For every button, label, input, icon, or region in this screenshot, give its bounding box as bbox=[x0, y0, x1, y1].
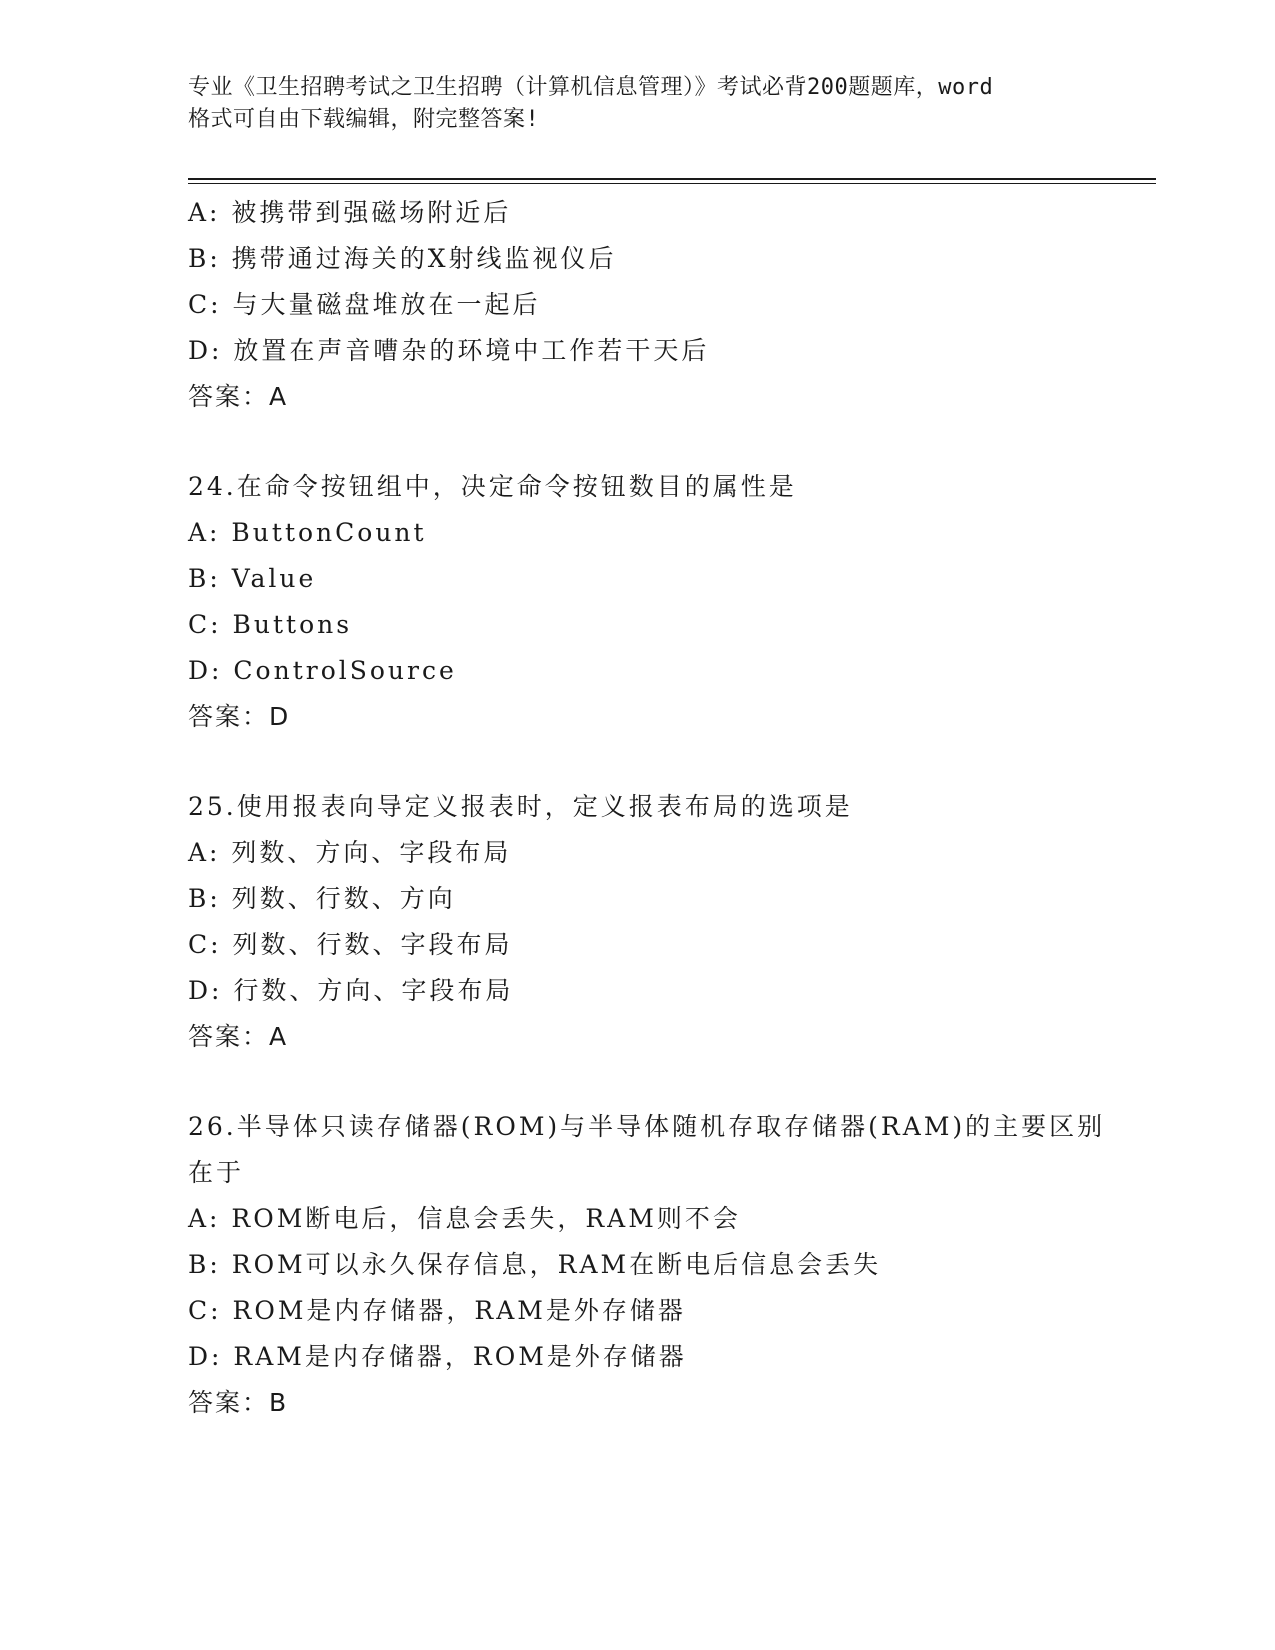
option-b: B: ROM可以永久保存信息，RAM在断电后信息会丢失 bbox=[188, 1250, 882, 1279]
question-text: 25.使用报表向导定义报表时，定义报表布局的选项是 bbox=[188, 792, 853, 821]
answer: 答案：B bbox=[188, 1388, 289, 1417]
answer: 答案：A bbox=[188, 382, 289, 411]
option-b: B: Value bbox=[188, 564, 317, 593]
answer: 答案：A bbox=[188, 1022, 289, 1051]
option-a: A: 列数、方向、字段布局 bbox=[188, 838, 512, 867]
question-list bbox=[188, 190, 1108, 1426]
header-rule-thin bbox=[188, 183, 1156, 184]
option-b: B: 携带通过海关的X射线监视仪后 bbox=[188, 244, 617, 273]
option-b: B: 列数、行数、方向 bbox=[188, 884, 456, 913]
option-c: C: ROM是内存储器，RAM是外存储器 bbox=[188, 1296, 686, 1325]
header-rule bbox=[188, 178, 1156, 180]
question-25 bbox=[188, 784, 1108, 1060]
document-header bbox=[188, 72, 1088, 136]
question-text: 24.在命令按钮组中，决定命令按钮数目的属性是 bbox=[188, 472, 797, 501]
question-text-line-1: 26.半导体只读存储器(ROM)与半导体随机存取存储器(RAM)的主要区别 bbox=[188, 1112, 1106, 1141]
option-d: D: RAM是内存储器，ROM是外存储器 bbox=[188, 1342, 687, 1371]
option-a: A: ButtonCount bbox=[188, 518, 427, 547]
option-a: A: ROM断电后，信息会丢失，RAM则不会 bbox=[188, 1204, 741, 1233]
option-d: D: 放置在声音嘈杂的环境中工作若干天后 bbox=[188, 336, 710, 365]
option-c: C: Buttons bbox=[188, 610, 353, 639]
question-26 bbox=[188, 1104, 1108, 1426]
option-d: D: 行数、方向、字段布局 bbox=[188, 976, 514, 1005]
question-23-continued bbox=[188, 190, 1108, 420]
question-text-line-2: 在于 bbox=[188, 1158, 245, 1187]
header-line-2: 格式可自由下载编辑，附完整答案! bbox=[188, 107, 540, 132]
answer: 答案：D bbox=[188, 702, 291, 731]
question-24 bbox=[188, 464, 1108, 740]
option-a: A: 被携带到强磁场附近后 bbox=[188, 198, 512, 227]
header-line-1: 专业《卫生招聘考试之卫生招聘（计算机信息管理）》考试必背200题题库，word bbox=[188, 75, 994, 100]
option-c: C: 列数、行数、字段布局 bbox=[188, 930, 513, 959]
option-d: D: ControlSource bbox=[188, 656, 457, 685]
option-c: C: 与大量磁盘堆放在一起后 bbox=[188, 290, 541, 319]
